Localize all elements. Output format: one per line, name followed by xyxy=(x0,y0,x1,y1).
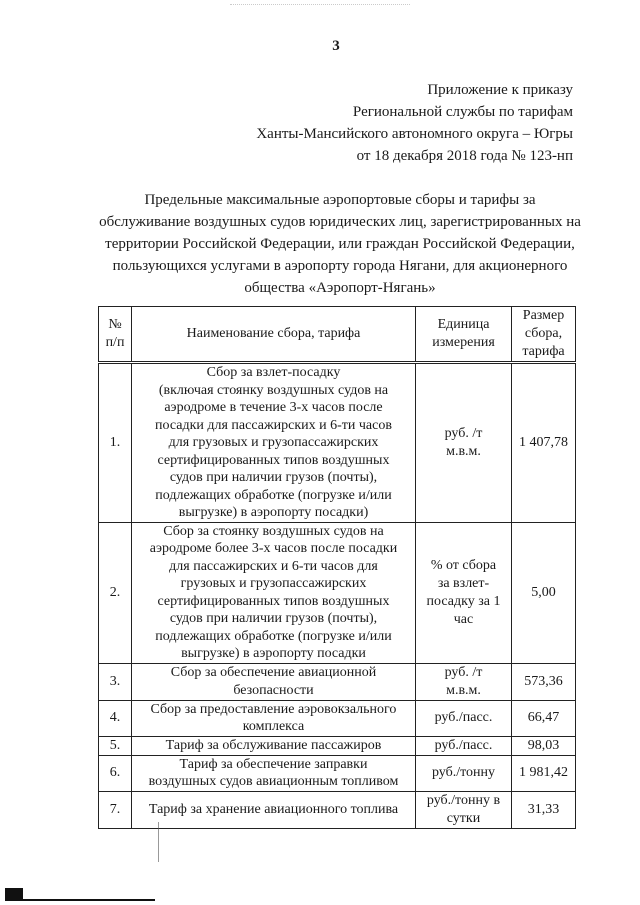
row-number: 2. xyxy=(99,522,132,663)
header-value: Размер сбора, тарифа xyxy=(512,307,576,363)
row-unit-line: м.в.м. xyxy=(446,443,481,459)
row-number: 4. xyxy=(99,700,132,736)
row-name-line: подлежащих обработке (погрузке и/или xyxy=(155,628,392,644)
title-line: территории Российской Федерации, или граждан Российской Федерации, xyxy=(105,236,575,252)
row-name-line: сертифицированных типов воздушных xyxy=(157,593,390,609)
table-row xyxy=(99,663,576,700)
row-name-line: (включая стоянку воздушных судов на xyxy=(158,382,389,398)
row-unit-line: час xyxy=(453,611,474,627)
row-name-line: для грузовых и грузопассажирских xyxy=(168,435,379,450)
title-line: Предельные максимальные аэропортовые сборы и тарифы за xyxy=(144,192,536,208)
document-title xyxy=(80,189,600,299)
row-name-line: Сбор за взлет-посадку xyxy=(206,365,341,380)
row-value: 1 407,78 xyxy=(512,363,576,523)
row-unit-line: сутки xyxy=(446,810,481,826)
row-name xyxy=(132,736,416,755)
row-number: 3. xyxy=(99,663,132,700)
table-row xyxy=(99,363,576,523)
row-unit-line: руб./тонну xyxy=(431,765,496,780)
row-name-line: аэродроме в течение 3-х часов после xyxy=(164,400,383,415)
scan-artifact-line xyxy=(158,822,159,862)
row-value: 5,00 xyxy=(512,522,576,663)
row-name-line: комплекса xyxy=(242,719,305,734)
row-name-line: выгрузке) в аэропорту посадки xyxy=(181,646,366,661)
row-number: 6. xyxy=(99,755,132,791)
row-name-line: безопасности xyxy=(233,682,314,698)
row-number: 5. xyxy=(99,736,132,755)
row-name xyxy=(132,663,416,700)
table-row xyxy=(99,755,576,791)
header-name: Наименование сбора, тарифа xyxy=(132,307,416,363)
row-value: 31,33 xyxy=(512,791,576,828)
table-body xyxy=(99,363,576,829)
row-value: 98,03 xyxy=(512,736,576,755)
appendix-line: от 18 декабря 2018 года № 123-нп xyxy=(356,148,573,164)
row-name-line: выгрузке) в аэропорту посадки) xyxy=(178,505,369,520)
row-name-line: подлежащих обработке (погрузке и/или xyxy=(155,487,392,503)
row-number: 1. xyxy=(99,363,132,523)
row-name xyxy=(132,700,416,736)
appendix-line: Ханты-Мансийского автономного округа – Югры xyxy=(256,126,573,142)
tariff-table xyxy=(98,306,576,829)
row-unit-line: % от сбора xyxy=(430,557,497,573)
table-row xyxy=(99,522,576,663)
row-name xyxy=(132,522,416,663)
appendix-reference xyxy=(256,79,573,167)
title-line: общества «Аэропорт-Нягань» xyxy=(244,280,436,296)
row-unit xyxy=(416,755,512,791)
row-name-line: аэродроме более 3-х часов после посадки xyxy=(149,541,398,556)
row-name xyxy=(132,791,416,828)
row-name-line: Сбор за стоянку воздушных судов на xyxy=(163,523,384,539)
row-name-line: воздушных судов авиационным топливом xyxy=(148,774,399,789)
row-name xyxy=(132,363,416,523)
row-name-line: Сбор за обеспечение авиационной xyxy=(170,665,377,680)
row-name-line: Сбор за предоставление аэровокзального xyxy=(150,701,397,717)
scan-artifact-top xyxy=(230,4,410,7)
title-line: обслуживание воздушных судов юридических лиц, зарегистрированных на xyxy=(99,214,581,230)
row-unit xyxy=(416,363,512,523)
row-unit xyxy=(416,791,512,828)
title-line: пользующихся услугами в аэропорту города Нягани, для акционерного xyxy=(112,258,568,274)
row-name-line: Тариф за обслуживание пассажиров xyxy=(165,737,382,753)
row-name xyxy=(132,755,416,791)
row-unit xyxy=(416,663,512,700)
row-name-line: судов при наличии грузов (почты), xyxy=(169,470,378,485)
header-number: № п/п xyxy=(99,307,132,363)
row-name-line: Тариф за хранение авиационного топлива xyxy=(148,801,399,817)
row-value: 1 981,42 xyxy=(512,755,576,791)
row-name-line: Тариф за обеспечение заправки xyxy=(179,756,368,772)
row-unit xyxy=(416,736,512,755)
row-unit-line: руб. /т xyxy=(444,664,483,680)
row-name-line: грузовых и грузопассажирских xyxy=(180,576,367,591)
page-number: 3 xyxy=(332,38,340,54)
row-unit-line: руб./пасс. xyxy=(434,737,493,753)
row-number: 7. xyxy=(99,791,132,828)
row-unit-line: посадку за 1 xyxy=(426,593,501,609)
row-value: 573,36 xyxy=(512,663,576,700)
table-row xyxy=(99,700,576,736)
row-unit xyxy=(416,522,512,663)
row-unit xyxy=(416,700,512,736)
row-name-line: посадки для пассажирских и 6-ти часов xyxy=(155,417,392,433)
table-row xyxy=(99,736,576,755)
row-name-line: сертифицированных типов воздушных xyxy=(157,452,390,468)
row-unit-line: руб./тонну в xyxy=(426,792,501,808)
row-name-line: для пассажирских и 6-ти часов для xyxy=(169,558,378,574)
row-unit-line: за взлет- xyxy=(437,575,490,591)
table-row xyxy=(99,791,576,828)
row-unit-line: руб. /т xyxy=(444,425,483,441)
row-name-line: судов при наличии грузов (почты), xyxy=(169,611,378,626)
scan-artifact-edge xyxy=(5,899,155,901)
row-unit-line: м.в.м. xyxy=(446,682,481,698)
appendix-line: Региональной службы по тарифам xyxy=(352,104,573,120)
row-value: 66,47 xyxy=(512,700,576,736)
row-unit-line: руб./пасс. xyxy=(434,710,493,725)
table-header-row xyxy=(99,307,576,363)
appendix-line: Приложение к приказу xyxy=(427,82,573,98)
header-unit: Единица измерения xyxy=(416,307,512,363)
